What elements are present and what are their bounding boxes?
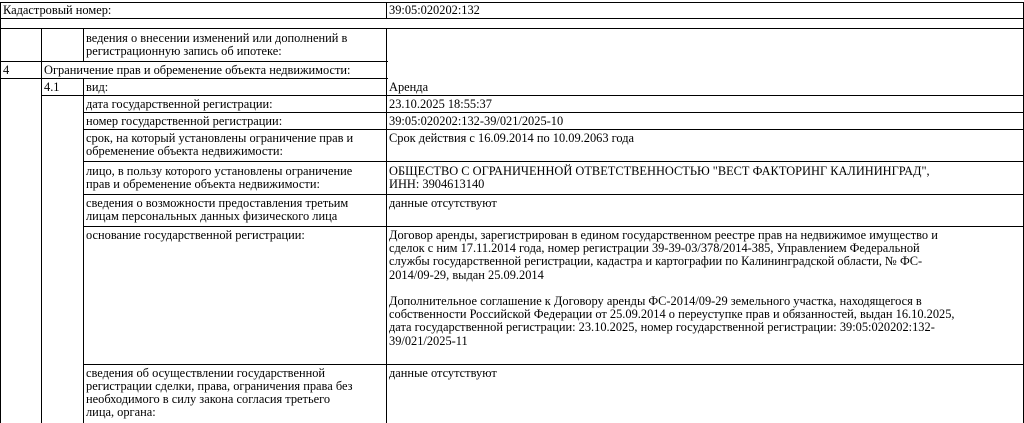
subsection-number: 4.1: [44, 80, 60, 94]
rule-fragment-bottom: [0, 61, 388, 62]
rule-left: [0, 2, 1, 423]
rule-col-1: [41, 28, 42, 423]
rule-row-6: [83, 226, 1024, 227]
rule-row-4: [83, 161, 1024, 162]
cadastral-value: 39:05:020202:132: [389, 3, 480, 17]
rule-fragment-top: [0, 28, 1024, 29]
row-value: Договор аренды, зарегистрирован в едином государственном реестре прав на недвижимое имущество и сделок с ним 17.11.2014 года, номер регистрации 39-39-03/378/2014-385, Управлением Федеральной службы государственной регистрации, кадастра и картографии по Калининградской области, № ФС- 2014/09-29, выдан 25.09.2014 Дополнительное соглашение к Договору аренды ФС-2014/09-29 земельного участка, находящегося в собственности Российской Федерации от 25.09.2014 о переуступке прав и обязанностей, выдан 16.10.2025, дата государственной регистрации: 23.10.2025, номер государственной регистрации: 39:05:020202:132- 39/021/2025-11: [389, 228, 955, 348]
rule-section-bottom: [0, 78, 388, 79]
rule-col-3a: [386, 28, 387, 61]
previous-row-fragment: ведения о внесении изменений или дополнений в регистрационную запись об ипотеке:: [86, 31, 348, 58]
rule-col-3b: [386, 61, 387, 78]
row-label: срок, на который установлены ограничение прав и обременение объекта недвижимости:: [86, 131, 354, 158]
rule-row-3: [83, 129, 1024, 130]
row-label: лицо, в пользу которого установлены ограничение прав и обременение объекта недвижимости:: [86, 164, 353, 191]
row-label: сведения об осуществлении государственной регистрации сделки, права, ограничения права без необходимого в силу закона согласия третьего лица, органа:: [86, 366, 353, 419]
rule-row-7: [83, 364, 1024, 365]
rule-row-1: [41, 95, 1024, 96]
rule-col-3c: [386, 78, 387, 423]
rule-col-2b: [83, 78, 84, 423]
row-label: номер государственной регистрации:: [86, 114, 283, 128]
row-label: дата государственной регистрации:: [86, 97, 273, 111]
row-label: основание государственной регистрации:: [86, 228, 305, 242]
rule-header-bottom: [0, 18, 1024, 19]
row-value: данные отсутствуют: [389, 366, 497, 380]
rule-row-2: [83, 112, 1024, 113]
row-label: сведения о возможности предоставления третьим лицам персональных данных физического лица: [86, 196, 349, 223]
rule-header-divider: [386, 2, 387, 18]
row-value: Срок действия с 16.09.2014 по 10.09.2063 года: [389, 131, 635, 145]
row-value: 39:05:020202:132-39/021/2025-10: [389, 114, 564, 128]
section-title: Ограничение прав и обременение объекта недвижимости:: [44, 63, 351, 77]
rule-col-2a: [83, 28, 84, 61]
cadastral-label: Кадастровый номер:: [3, 3, 112, 17]
row-value: 23.10.2025 18:55:37: [389, 97, 492, 111]
rule-row-5: [83, 194, 1024, 195]
row-value: данные отсутствуют: [389, 196, 497, 210]
section-number: 4: [3, 63, 10, 77]
row-label: вид:: [86, 80, 109, 94]
row-value: Аренда: [389, 80, 429, 94]
row-value: ОБЩЕСТВО С ОГРАНИЧЕННОЙ ОТВЕТСТВЕННОСТЬЮ "ВЕСТ ФАКТОРИНГ КАЛИНИНГРАД", ИНН: 3904613140: [389, 164, 930, 191]
rule-top: [0, 2, 1024, 3]
